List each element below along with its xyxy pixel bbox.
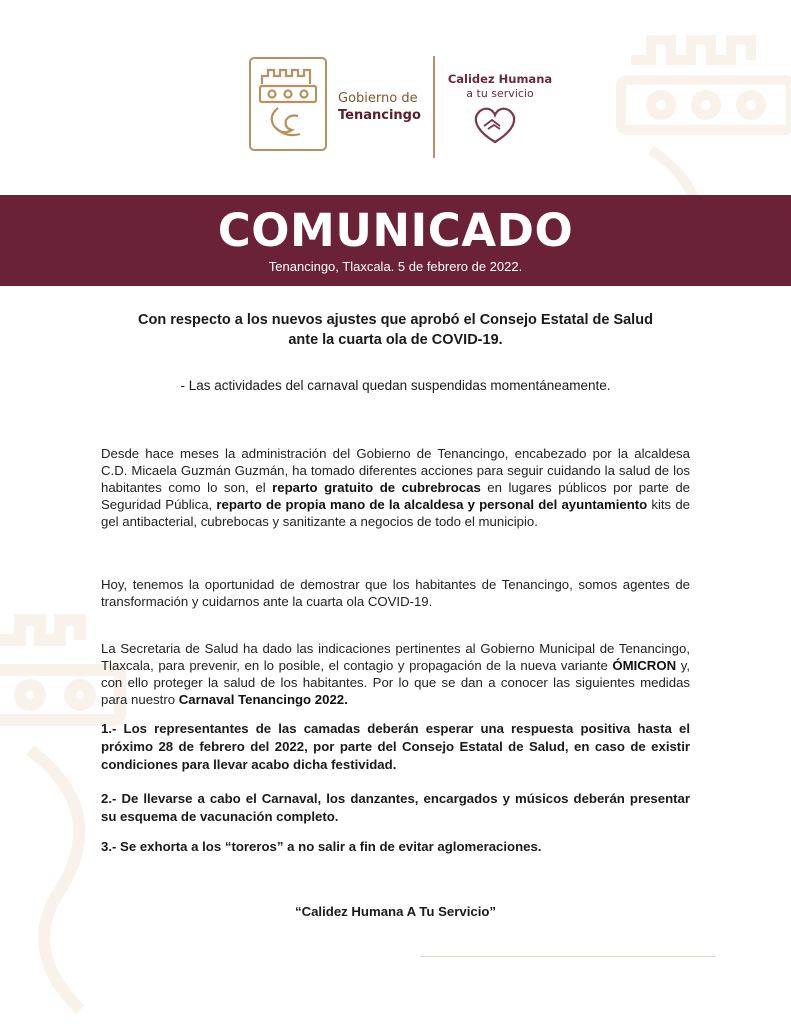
tenancingo-glyph-icon	[248, 56, 328, 152]
government-name	[338, 90, 421, 124]
p3-bold-d: Carnaval Tenancingo 2022.	[178, 692, 348, 707]
p1-text-e: kits de gel antibacterial, cubrebocas y sanitizante a negocios de todo el municipio.	[101, 497, 690, 529]
headline-line1: Con respecto a los nuevos ajustes que aprobó el Consejo Estatal de Salud	[138, 312, 653, 328]
p1-bold-d: reparto de propia mano de la alcaldesa y personal del ayuntamiento	[216, 497, 648, 512]
subline: - Las actividades del carnaval quedan suspendidas momentáneamente.	[180, 378, 611, 393]
comunicado-banner	[0, 195, 791, 286]
document-body	[101, 310, 690, 919]
headline-line2: ante la cuarta ola de COVID-19.	[288, 332, 503, 348]
measure-3: 3.- Se exhorta a los “toreros” a no salir a fin de evitar aglomeraciones.	[101, 839, 542, 854]
p3-bold-b: ÓMICRON	[612, 658, 677, 673]
slogan-line1: Calidez Humana	[447, 72, 553, 86]
paragraph-3	[101, 640, 690, 708]
measure-1: 1.- Los representantes de las camadas deberán esperar una respuesta positiva hasta el próximo 28 de febrero del 2022, por parte del Consejo Estatal de Salud, en caso de existir condiciones para llevar acabo dicha festividad.	[101, 721, 690, 772]
banner-title: COMUNICADO	[217, 204, 574, 257]
gov-name-line2: Tenancingo	[338, 108, 421, 123]
paragraph-1	[101, 445, 690, 530]
header-divider	[433, 56, 435, 158]
slogan-line2: a tu servicio	[466, 87, 534, 100]
p1-text-c: en lugares públicos por parte de Seguridad Pública,	[101, 480, 690, 512]
measure-2: 2.- De llevarse a cabo el Carnaval, los danzantes, encargados y músicos deberán presentar su esquema de vacunación completo.	[101, 791, 690, 824]
headline	[101, 310, 690, 350]
p1-bold-b: reparto gratuito de cubrebrocas	[272, 480, 481, 495]
heart-handshake-icon	[470, 106, 520, 148]
closing-slogan: “Calidez Humana A Tu Servicio”	[294, 904, 497, 919]
slogan	[445, 72, 555, 100]
gov-name-line1: Gobierno de	[338, 91, 418, 106]
p3-text-c: y, con ello proteger la salud de los habitantes. Por lo que se dan a conocer las siguientes medidas para nuestro	[101, 658, 690, 707]
header-logos	[0, 52, 791, 162]
p1-text-a: Desde hace meses la administración del Gobierno de Tenancingo, encabezado por la alcaldesa C.D. Micaela Guzmán Guzmán, ha tomado diferentes acciones para seguir cuidando la salud de los habitantes como lo son, el	[101, 446, 690, 495]
paragraph-2: Hoy, tenemos la oportunidad de demostrar que los habitantes de Tenancingo, somos agentes de transformación y cuidarnos ante la cuarta ola COVID-19.	[101, 577, 690, 609]
p3-text-a: La Secretaria de Salud ha dado las indicaciones pertinentes al Gobierno Municipal de Tenancingo, Tlaxcala, para prevenir, en lo posible, el contagio y propagación de la nueva variante	[101, 641, 690, 673]
place-date: Tenancingo, Tlaxcala. 5 de febrero de 2022.	[268, 259, 523, 274]
footer-divider	[420, 956, 716, 957]
